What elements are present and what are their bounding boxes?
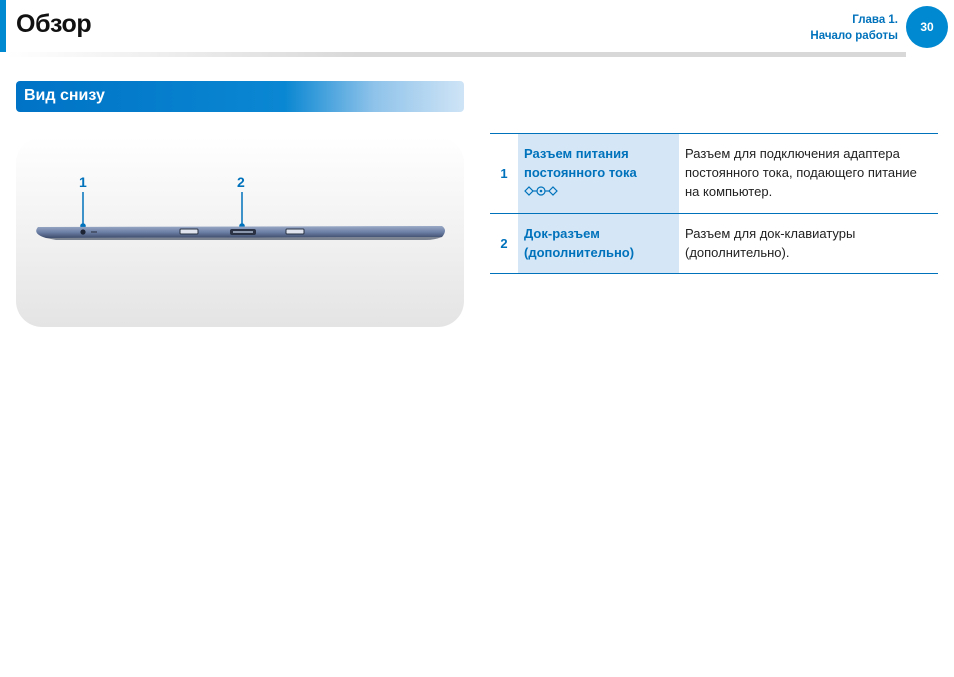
usb-port-right bbox=[286, 229, 304, 234]
section-title: Вид снизу bbox=[24, 87, 105, 104]
row-description: Разъем для док-клавиатуры (дополнительно). bbox=[685, 225, 856, 260]
table-row bbox=[490, 214, 938, 274]
row-port-name-cell bbox=[518, 134, 679, 214]
row-port-name: Док-разъем (дополнительно) bbox=[518, 214, 679, 274]
device-bottom-view-figure bbox=[16, 137, 464, 327]
chapter-name: Начало работы bbox=[810, 30, 898, 42]
dc-jack-port bbox=[80, 229, 85, 234]
device-illustration bbox=[16, 137, 464, 327]
chapter-label bbox=[810, 12, 898, 44]
row-number: 1 bbox=[500, 166, 508, 181]
header-divider bbox=[6, 52, 906, 57]
page-title: Обзор bbox=[16, 10, 92, 38]
row-description: Разъем для подключения адаптера постоянного тока, подающего питание на компьютер. bbox=[685, 146, 917, 199]
dc-polarity-icon bbox=[524, 186, 558, 196]
header-accent-bar bbox=[0, 0, 6, 52]
callout-2: 2 bbox=[237, 174, 245, 190]
section-header bbox=[16, 81, 464, 112]
row-number: 2 bbox=[500, 236, 508, 251]
callout-1: 1 bbox=[79, 174, 87, 190]
table-row bbox=[490, 134, 938, 214]
chapter-number: Глава 1. bbox=[852, 14, 898, 26]
row-port-name: Разъем питания постоянного тока bbox=[524, 146, 637, 180]
ports-table bbox=[490, 133, 938, 274]
page-number-badge: 30 bbox=[906, 6, 948, 48]
usb-port-left bbox=[180, 229, 198, 234]
